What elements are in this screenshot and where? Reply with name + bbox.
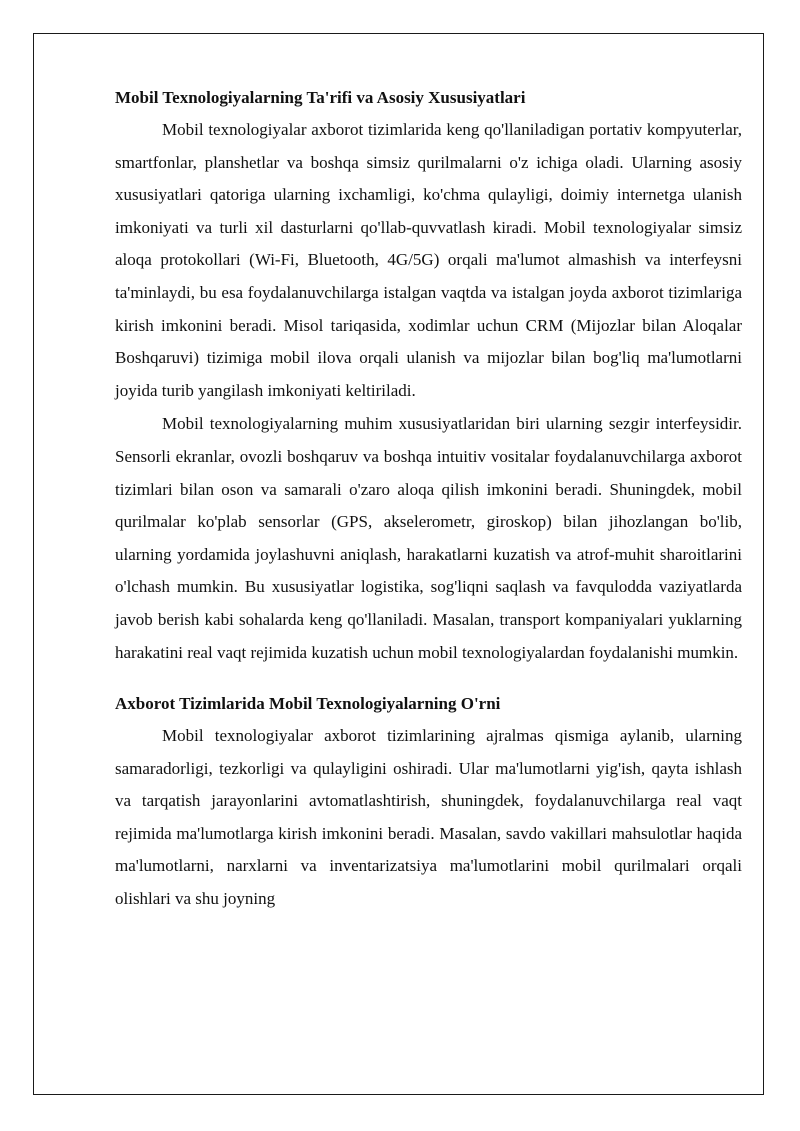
section-heading-definition: Mobil Texnologiyalarning Ta'rifi va Asosiy Xususiyatlari <box>115 88 526 107</box>
paragraph: Mobil texnologiyalar axborot tizimlarining ajralmas qismiga aylanib, ularning samaradorligi, tezkorligi va qulayligini oshiradi. Ular ma'lumotlarni yig'ish, qayta ishlash va tarqatish jarayonlarini avtomatlashtirish, shuningdek, foydalanuvchilarga real vaqt rejimida ma'lumotlarga kirish imkonini beradi. Masalan, savdo vakillari mahsulotlar haqida ma'lumotlarni, narxlarni va inventarizatsiya ma'lumotlarini mobil qurilmalari orqali olishlari va shu joyning <box>115 726 742 909</box>
section-heading-role: Axborot Tizimlarida Mobil Texnologiyalarning O'rni <box>115 694 501 714</box>
paragraph: Mobil texnologiyalar axborot tizimlarida keng qo'llaniladigan portativ kompyuterlar, smartfonlar, planshetlar va boshqa simsiz qurilmalarni o'z ichiga oladi. Ularning asosiy xususiyatlari qatoriga ularning ixchamligi, ko'chma qulayligi, doimiy internetga ulanish imkoniyati va turli xil dasturlarni qo'llab-quvvatlash kiradi. Mobil texnologiyalar simsiz aloqa protokollari (Wi-Fi, Bluetooth, 4G/5G) orqali ma'lumot almashish va interfeysni ta'minlaydi, bu esa foydalanuvchilarga istalgan vaqtda va istalgan joyda axborot tizimlariga kirish imkonini beradi. Misol tariqasida, xodimlar uchun CRM (Mijozlar bilan Aloqalar Boshqaruvi) tizimiga mobil ilova orqali ulanish va mijozlar bilan bog'liq ma'lumotlarni joyida turib yangilash imkoniyati keltiriladi. <box>115 120 742 400</box>
document-body <box>115 84 742 916</box>
paragraph: Mobil texnologiyalarning muhim xususiyatlaridan biri ularning sezgir interfeysidir. Sensorli ekranlar, ovozli boshqaruv va boshqa intuitiv vositalar foydalanuvchilarga axborot tizimlari bilan oson va samarali o'zaro aloqa qilish imkonini beradi. Shuningdek, mobil qurilmalar ko'plab sensorlar (GPS, akselerometr, giroskop) bilan jihozlangan bo'lib, ularning yordamida joylashuvni aniqlash, harakatlarni kuzatish va atrof-muhit sharoitlarini o'lchash mumkin. Bu xususiyatlar logistika, sog'liqni saqlash va favqulodda vaziyatlarda javob berish kabi sohalarda keng qo'llaniladi. Masalan, transport kompaniyalari yuklarning harakatini real vaqt rejimida kuzatish uchun mobil texnologiyalardan foydalanishi mumkin. <box>115 414 742 662</box>
